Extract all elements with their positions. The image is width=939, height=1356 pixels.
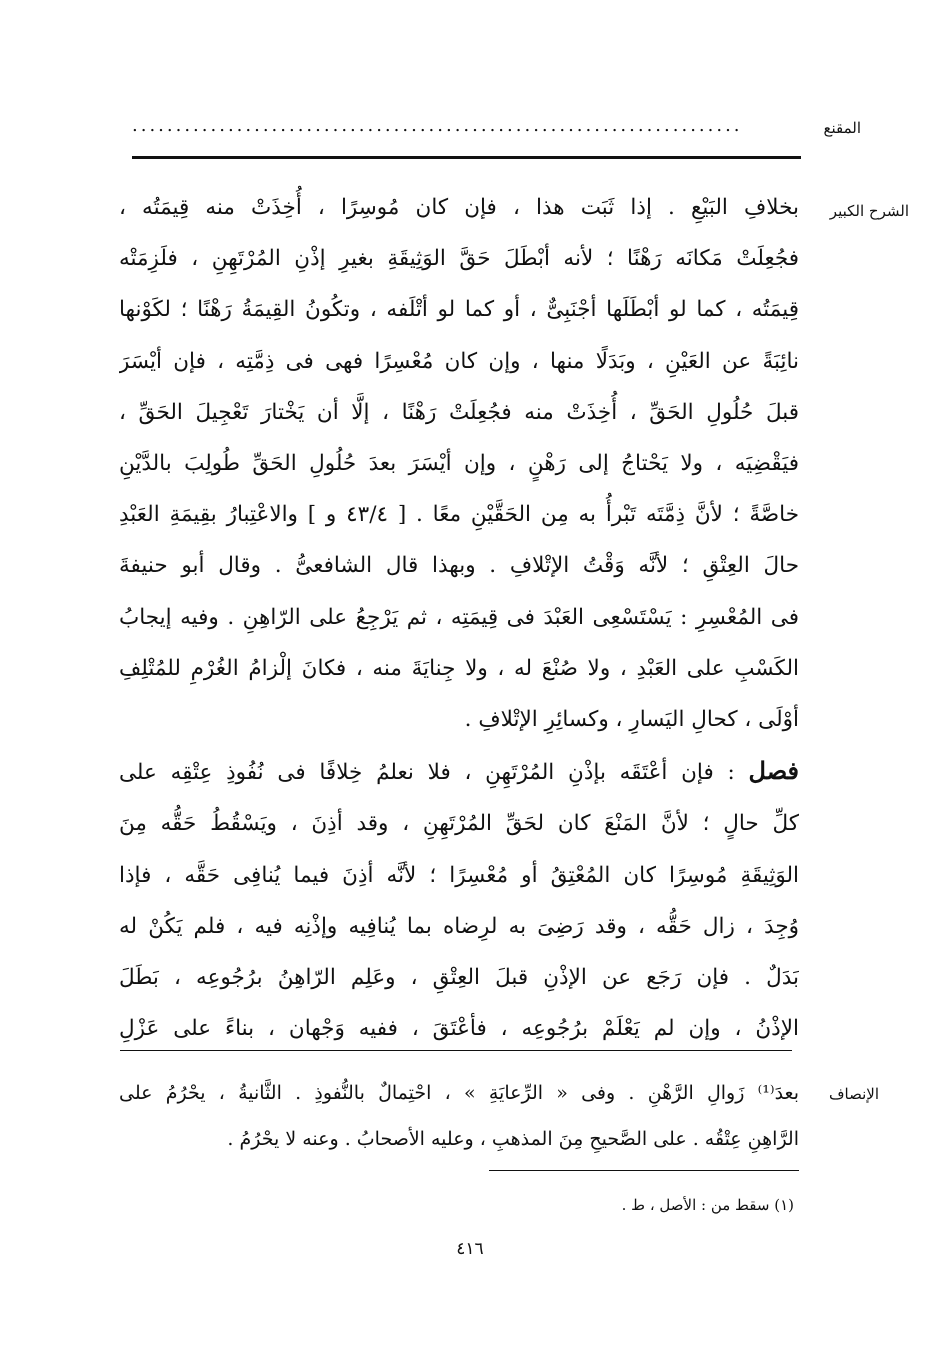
text-line: الوَثِيقَةِ مُوسِرًا كان المُعْتِقُ أو مُعْسِرًا ؛ لأنَّه أذِنَ فيما يُنافِى حَقَّه ، فإذا	[119, 862, 799, 888]
footnote: (١) سقط من : الأصل ، ط .	[621, 1196, 794, 1214]
insaf-text	[119, 1070, 799, 1162]
header-leader-dots: ......................................................................	[132, 116, 743, 136]
text-line: حالَ العِتْقِ ؛ لأنَّه وَقْتُ الإتْلافِ . وبهذا قال الشافعىُّ . وقال أبو حنيفةَ	[119, 553, 799, 579]
text-line: الكَسْبِ على العَبْدِ ، ولا صُنْعَ له ، ولا جِنايَةَ منه ، فكانَ إلْزامُ الغُرْمِ للمُتْلِفِ	[119, 655, 799, 681]
text-line: الإذْنُ ، وإن لم يَعْلَمْ برُجُوعِه ، فأعْتَقَ ، ففيه وَجْهان ، بناءً على عَزْلِ	[119, 1016, 799, 1042]
text-line: فجُعِلَتْ مَكانَه رَهْنًا ؛ لأنه أبْطَلَ حَقَّ الوَثِيقَةِ بغيرِ إذْنِ المُرْتَهِنِ ، فلَزِمَتْه	[119, 246, 799, 272]
text-line: فيَقْضِيَه ، ولا يَحْتاجُ إلى رَهْنٍ ، وإن أيْسَرَ بعدَ حُلُولِ الحَقِّ طُولِبَ بالدَّيْنِ	[119, 451, 799, 477]
section-divider	[120, 1050, 792, 1051]
side-label-insaf: الإنصاف	[828, 1085, 879, 1103]
side-label-sharh-kabir: الشرح الكبير	[829, 202, 909, 220]
page-number: ٤١٦	[456, 1239, 484, 1259]
text-line: بَدَلٌ . فإن رَجَع عن الإذْنِ قبلَ العِتْقِ ، وعَلِم الرّاهِنُ برُجُوعِه ، بَطَلَ	[119, 965, 799, 991]
text-line: أوْلَى ، كحالِ اليَسارِ ، وكسائِرِ الإتْلافِ .	[464, 707, 799, 733]
text-line: خاصَّةً ؛ لأنَّ ذِمَّتَه تَبْرأُ به مِن الحَقَّيْنِ معًا . [ ٤٣/٤ و ] والاعْتِبارُ بقِيمَةِ العَبْدِ	[119, 502, 799, 528]
main-commentary-text	[119, 182, 799, 1054]
insaf-line: بعدَ⁽¹⁾ زَوالِ الرَّهْنِ . وفى « الرِّعايَةِ » ، احْتِمالٌ بالنُّفوذِ . الثَّانيةُ ، يحْرُمُ على	[119, 1082, 799, 1104]
insaf-line: الرَّاهِنِ عِتْقُه . على الصَّحيحِ مِنَ المذهبِ ، وعليه الأصحابُ . وعنه لا يحْرُمُ .	[227, 1128, 799, 1150]
text-line: قبلَ حُلُولِ الحَقِّ ، أُخِذَتْ منه فجُعِلَتْ رَهْنًا ، إلَّا أن يَخْتارَ تَعْجِيلَ الحَقِّ ،	[119, 399, 799, 425]
text-line: بخلافِ البَيْعِ . إذا ثَبَت هذا ، فإن كان مُوسِرًا ، أُخِذَتْ منه قِيمَتُه ،	[119, 195, 799, 220]
text-line: كلِّ حالٍ ؛ لأنَّ المَنْعَ كان لحَقِّ المُرْتَهِنِ ، وقد أذِنَ ، ويَسْقُطُ حَقُّه مِنَ	[119, 811, 799, 837]
fasl-line-text: : فإن أعْتَقَه بإذْنِ المُرْتَهِنِ ، فلا نعلمُ خِلافًا فى نُفُوذِ عِتْقِه على	[119, 760, 735, 786]
text-line: نائِبَةً عن العَيْنِ ، وبَدَلًا منها ، وإن كان مُعْسِرًا فهى فى ذِمَّتِه ، فإن أيْسَرَ	[119, 348, 799, 374]
header-rule	[132, 156, 801, 159]
footnote-rule	[489, 1170, 799, 1171]
text-line: قِيمَتُه ، كما لو أبْطَلَها أجْنَبِىٌّ ، أو كما لو أتْلَفه ، وتكُونُ القِيمَةُ رَهْنًا ؛ لكَوْنها	[119, 297, 799, 323]
running-title: المقنع	[823, 119, 861, 137]
fasl-first-line	[119, 745, 799, 798]
fasl-heading: فصل	[748, 756, 799, 786]
text-line: فى المُعْسِرِ : يَسْتَسْعِى العَبْدَ فى قِيمَتِه ، ثم يَرْجِعُ على الرّاهِنِ . وفيه إيجابُ	[119, 604, 799, 630]
text-line: وُجِدَ ، زال حَقُّه ، وقد رَضِىَ به لرِضاه بما يُنافِيه وإذْنِه فيه ، فلم يَكُنْ له	[119, 913, 799, 939]
